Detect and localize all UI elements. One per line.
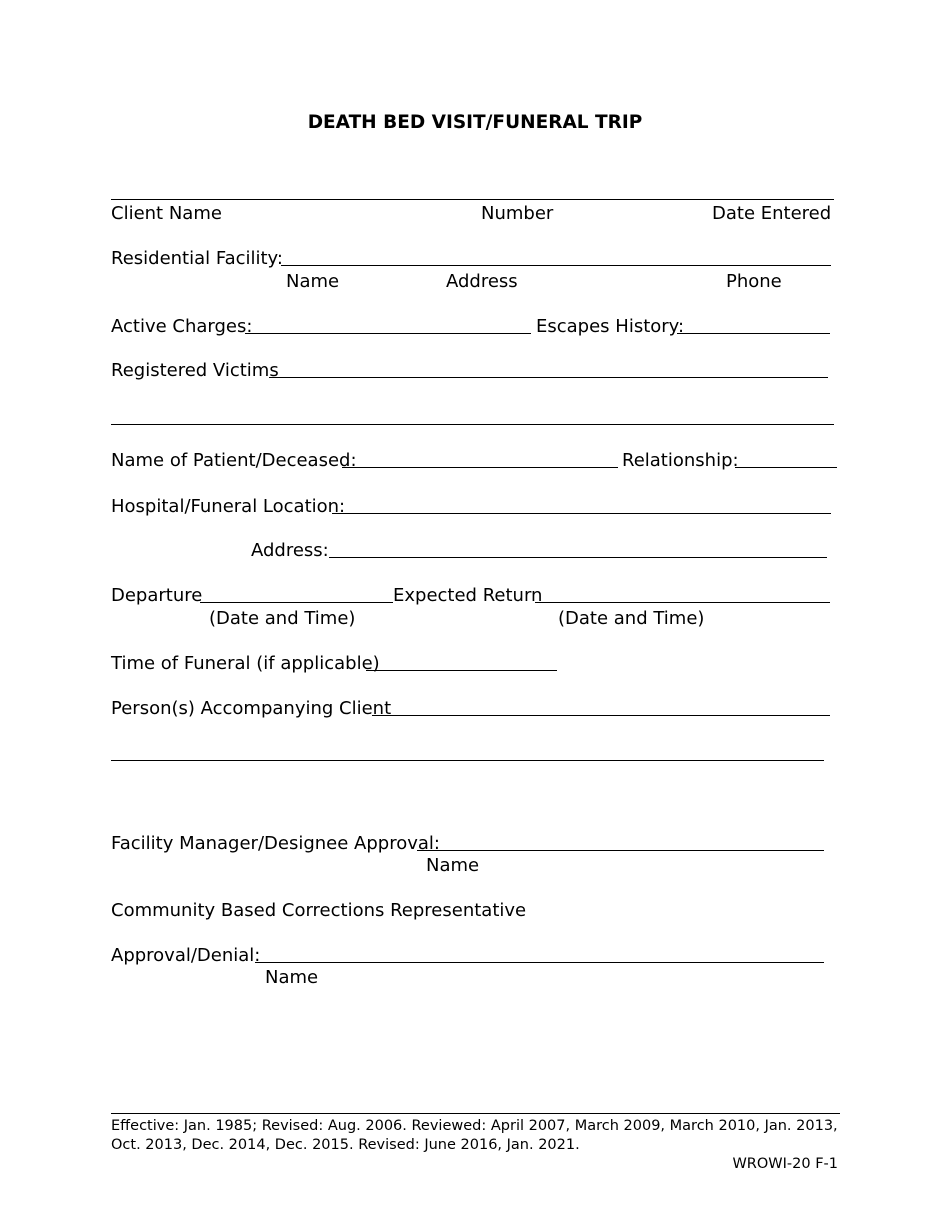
location-line[interactable] <box>332 513 831 514</box>
escapes-history-line[interactable] <box>677 333 830 334</box>
return-hint: (Date and Time) <box>558 608 705 629</box>
funeral-time-line[interactable] <box>366 670 557 671</box>
patient-name-label: Name of Patient/Deceased: <box>111 450 357 471</box>
cbc-approval-label: Approval/Denial: <box>111 945 261 966</box>
form-id: WROWI-20 F-1 <box>732 1156 838 1172</box>
cbc-heading: Community Based Corrections Representative <box>111 900 527 921</box>
manager-approval-label: Facility Manager/Designee Approval: <box>111 833 440 854</box>
form-title: DEATH BED VISIT/FUNERAL TRIP <box>307 112 643 133</box>
date-entered-label: Date Entered <box>712 203 832 224</box>
accompanying-line[interactable] <box>372 715 830 716</box>
registered-victims-label: Registered Victims <box>111 360 279 381</box>
residential-name-hint: Name <box>286 271 340 292</box>
cbc-approval-line[interactable] <box>255 962 824 963</box>
residential-address-hint: Address <box>446 271 518 292</box>
manager-approval-line[interactable] <box>417 850 824 851</box>
client-name-label: Client Name <box>111 203 222 224</box>
funeral-time-label: Time of Funeral (if applicable) <box>111 653 380 674</box>
accompanying-line-2[interactable] <box>111 760 824 761</box>
registered-victims-line[interactable] <box>269 377 828 378</box>
manager-name-hint: Name <box>426 855 480 876</box>
number-label: Number <box>481 203 554 224</box>
accompanying-label: Person(s) Accompanying Client <box>111 698 392 719</box>
departure-hint: (Date and Time) <box>209 608 356 629</box>
relationship-label: Relationship: <box>622 450 739 471</box>
active-charges-label: Active Charges: <box>111 316 253 337</box>
location-label: Hospital/Funeral Location: <box>111 496 346 517</box>
relationship-line[interactable] <box>735 467 837 468</box>
cbc-name-hint: Name <box>265 967 319 988</box>
client-info-line[interactable] <box>111 199 834 200</box>
residential-facility-label: Residential Facility: <box>111 248 283 269</box>
residential-phone-hint: Phone <box>726 271 782 292</box>
residential-facility-line[interactable] <box>281 265 831 266</box>
footer-revision-line-1: Effective: Jan. 1985; Revised: Aug. 2006. Reviewed: April 2007, March 2009, March 2010, Jan. 2013, <box>111 1118 838 1134</box>
escapes-history-label: Escapes History: <box>536 316 685 337</box>
registered-victims-line-2[interactable] <box>111 424 834 425</box>
expected-return-line[interactable] <box>535 602 830 603</box>
patient-name-line[interactable] <box>342 467 618 468</box>
footer-divider <box>111 1113 840 1114</box>
location-address-label: Address: <box>251 540 329 561</box>
location-address-line[interactable] <box>329 557 827 558</box>
departure-line[interactable] <box>200 602 393 603</box>
active-charges-line[interactable] <box>245 333 531 334</box>
expected-return-label: Expected Return <box>393 585 543 606</box>
footer-revision-line-2: Oct. 2013, Dec. 2014, Dec. 2015. Revised: June 2016, Jan. 2021. <box>111 1137 580 1153</box>
departure-label: Departure <box>111 585 203 606</box>
